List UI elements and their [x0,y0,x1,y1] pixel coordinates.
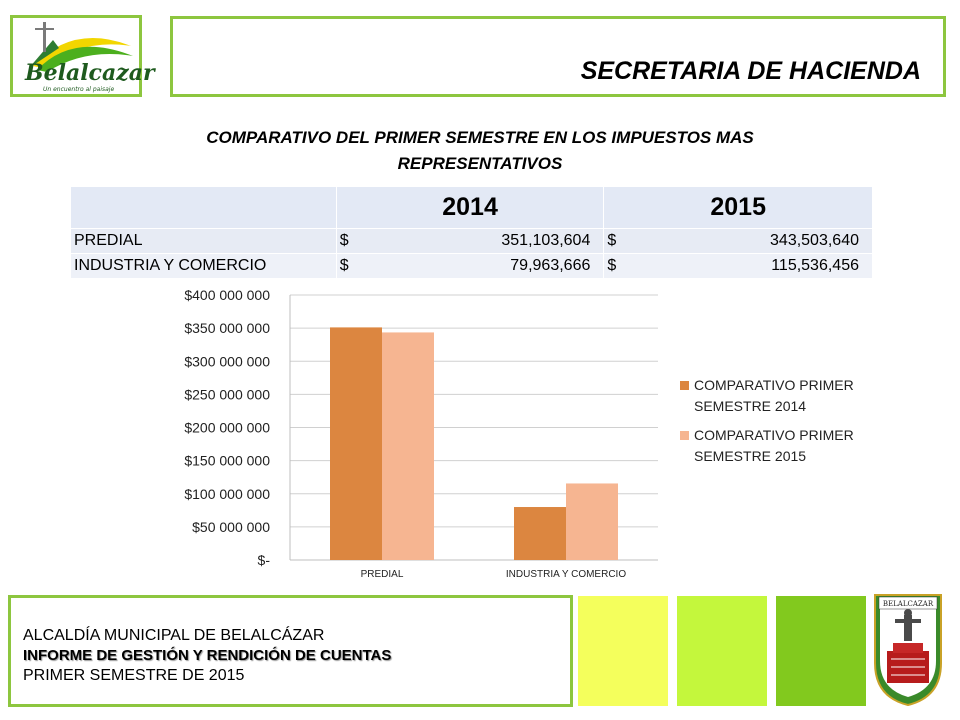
logo-frame [10,15,155,97]
y-tick-label: $150 000 000 [184,452,270,469]
y-tick-label: $100 000 000 [184,485,270,502]
amount: 115,536,456 [771,257,859,274]
bar-chart [150,280,910,590]
row-label: PREDIAL [71,229,337,254]
table-header-2014: 2014 [336,187,604,229]
footer-text [23,626,391,686]
legend-label: SEMESTRE 2015 [694,448,807,464]
legend-swatch [680,431,689,440]
x-tick-label: PREDIAL [360,569,404,580]
bar-2015 [382,332,434,560]
currency-symbol: $ [339,257,349,274]
amount: 351,103,604 [501,232,591,249]
amount: 79,963,666 [510,257,591,274]
decor-square-green [776,596,866,706]
x-tick-label: INDUSTRIA Y COMERCIO [505,569,627,580]
footer-report-title: INFORME DE GESTIÓN Y RENDICIÓN DE CUENTAS [23,647,392,664]
crest-text: BELALCAZAR [882,600,934,608]
logo-tagline: Un encuentro al paisaje [43,86,115,93]
table-row [71,254,873,279]
amount: 343,503,640 [770,232,859,249]
bar-2014 [330,327,382,560]
footer-municipality: ALCALDÍA MUNICIPAL DE BELALCÁZAR [23,627,325,644]
title-frame [170,16,946,97]
footer-frame [8,595,573,707]
y-tick-label: $250 000 000 [184,386,270,403]
y-tick-label: $50 000 000 [192,518,270,535]
y-tick-label: $400 000 000 [184,287,270,303]
table-header-row [71,187,873,229]
cell-2014 [336,229,604,254]
legend-label: SEMESTRE 2014 [694,398,807,414]
decor-square-yellow [578,596,668,706]
logo-text: Belalcazar [25,60,155,86]
y-tick-label: $300 000 000 [184,353,270,370]
y-tick-label: $200 000 000 [184,419,270,436]
page-title: SECRETARIA DE HACIENDA [580,57,921,85]
table-row [71,229,873,254]
row-label: INDUSTRIA Y COMERCIO [71,254,337,279]
table-header-empty [71,187,337,229]
footer-period: PRIMER SEMESTRE DE 2015 [23,667,245,684]
y-tick-label: $350 000 000 [184,320,270,337]
tax-comparison-table [70,186,873,279]
bar-2015 [566,483,618,560]
currency-symbol: $ [339,232,349,249]
cell-2015 [604,229,873,254]
bar-2014 [514,507,566,560]
legend-label: COMPARATIVO PRIMER [694,427,854,443]
cell-2014 [336,254,604,279]
belalcazar-logo [13,18,155,94]
y-tick-label: $- [257,552,270,568]
currency-symbol: $ [607,257,617,274]
table-header-2015: 2015 [604,187,873,229]
legend-label: COMPARATIVO PRIMER [694,377,854,393]
legend-swatch [680,381,689,390]
decor-square-lime [677,596,767,706]
chart-subtitle: COMPARATIVO DEL PRIMER SEMESTRE EN LOS IMPUESTOS MAS REPRESENTATIVOS [206,128,754,173]
currency-symbol: $ [607,232,617,249]
municipal-crest-icon [873,593,943,707]
cell-2015 [604,254,873,279]
